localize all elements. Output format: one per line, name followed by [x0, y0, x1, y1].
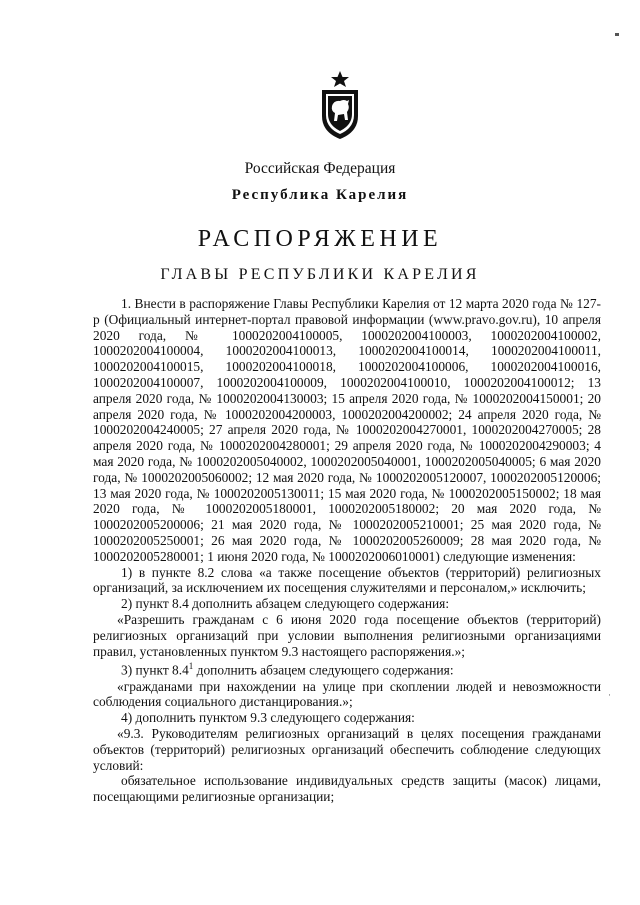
- document-subtitle: ГЛАВЫ РЕСПУБЛИКИ КАРЕЛИЯ: [160, 266, 480, 283]
- republic-line: Республика Карелия: [231, 187, 409, 203]
- document-title: РАСПОРЯЖЕНИЕ: [197, 226, 443, 252]
- item-3-start: 3) пункт 8.4: [121, 662, 189, 678]
- paragraph-quote-3: «9.3. Руководителям религиозных организаций в целях посещения гражданами объектов (территорий) религиозных организаций обеспечить соблюдение следующих условий:: [93, 725, 601, 773]
- paragraph-condition-1: обязательное использование индивидуальных средств защиты (масок) лицами, посещающими религиозные организации;: [93, 773, 601, 805]
- paragraph-item-1: 1) в пункте 8.2 слова «а также посещение объектов (территорий) религиозных организаций, за исключением их посещения служителями и персоналом,» исключить;: [93, 564, 601, 596]
- document-body: [93, 296, 601, 805]
- paragraph-quote-1: «Разрешить гражданам с 6 июня 2020 года посещение объектов (территорий) религиозных организаций при условии выполнения религиозными организациями правил, установленных пунктом 9.3 настоящего распоряжения.»;: [93, 611, 601, 659]
- paragraph-item-3: [93, 659, 601, 678]
- paragraph-item-4: 4) дополнить пунктом 9.3 следующего содержания:: [121, 710, 415, 726]
- paragraph-1: 1. Внести в распоряжение Главы Республики Карелия от 12 марта 2020 года № 127-р (Официальный интернет-портал правовой информации (www.pravo.gov.ru), 10 апреля 2020 года, № 1000202004100005, 1000202004100003, 1000202004100002, 1000202004100004, 1000202004100013, 1000202004100014, 1000202004100011, 1000202004100015, 1000202004100018, 1000202004100006, 1000202004100016, 1000202004100007, 1000202004100009, 1000202004100010, 1000202004100012; 13 апреля 2020 года, № 1000202004130003; 15 апреля 2020 года, № 1000202004150001; 20 апреля 2020 года, № 1000202004200003, 1000202004200002; 24 апреля 2020 года, № 1000202004240005; 27 апреля 2020 года, № 1000202004270001, 1000202004270005; 28 апреля 2020 года, № 1000202004280001; 29 апреля 2020 года, № 1000202004290003; 4 мая 2020 года, № 1000202005040002, 1000202005040001, 1000202005040005; 6 мая 2020 года, № 1000202005060002; 12 мая 2020 года, № 1000202005120007, 1000202005120006; 13 мая 2020 года, № 1000202005130011; 15 мая 2020 года, № 1000202005150002; 18 мая 2020 года, № 1000202005180001, 1000202005180002; 20 мая 2020 года, № 1000202005200006; 21 мая 2020 года, № 1000202005210001; 25 мая 2020 года, № 1000202005250001; 26 мая 2020 года, № 1000202005260009; 28 мая 2020 года, № 1000202005280001; 1 июня 2020 года, № 1000202006010001) следующие изменения:: [93, 296, 601, 564]
- paragraph-item-2: 2) пункт 8.4 дополнить абзацем следующего содержания:: [121, 596, 450, 612]
- coat-of-arms-karelia-icon: [318, 70, 362, 140]
- margin-marker: ·: [608, 690, 611, 700]
- item-3-end: дополнить абзацем следующего содержания:: [193, 662, 454, 678]
- country-line: Российская Федерация: [244, 160, 396, 177]
- scan-mark: [615, 33, 619, 36]
- paragraph-quote-2: «гражданами при нахождении на улице при скоплении людей и невозможности соблюдения социального дистанцирования.»;: [93, 678, 601, 710]
- item-3-superscript: 1: [188, 661, 194, 672]
